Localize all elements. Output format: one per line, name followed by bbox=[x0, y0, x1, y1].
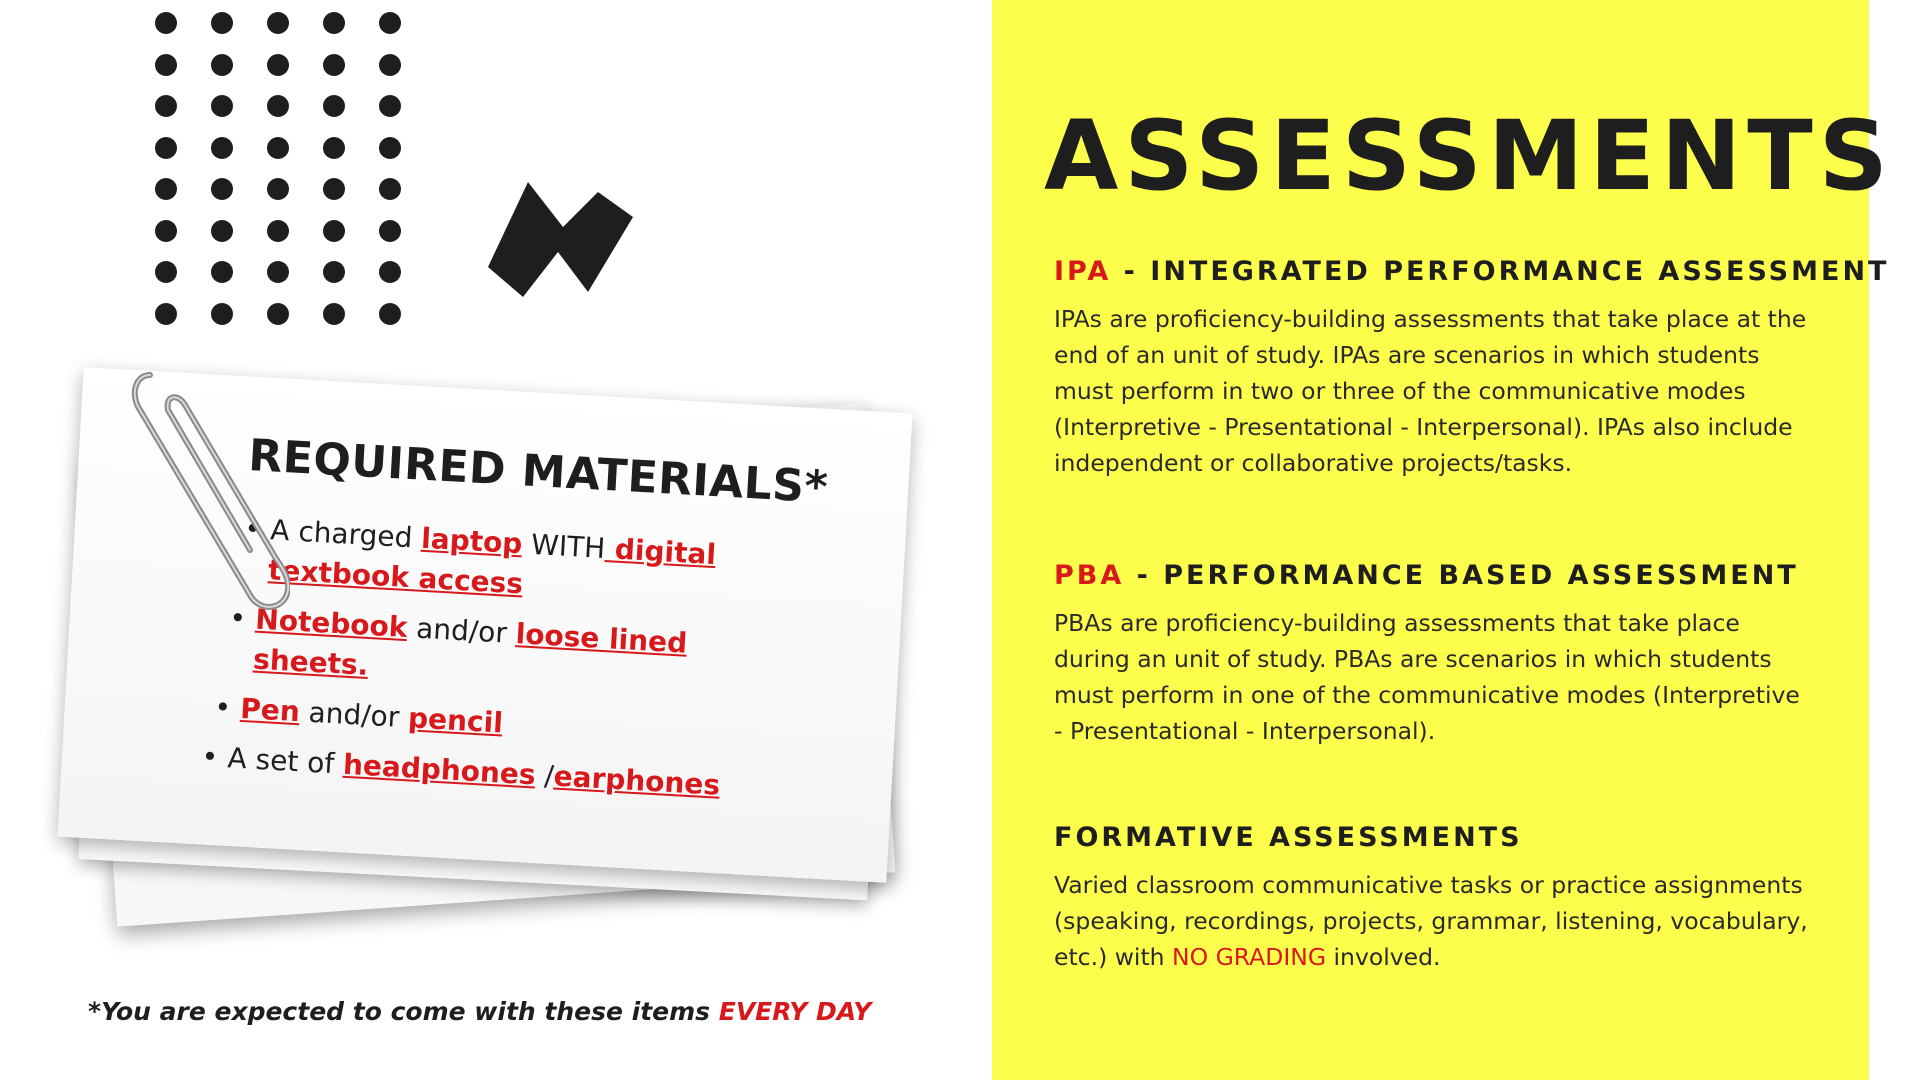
dot bbox=[323, 54, 345, 76]
dot bbox=[155, 12, 177, 34]
footnote-text: *You are expected to come with these items bbox=[88, 997, 719, 1026]
footnote-emphasis: EVERY DAY bbox=[718, 997, 872, 1026]
dot bbox=[211, 54, 233, 76]
item-text: and/or bbox=[406, 611, 517, 651]
formative-section bbox=[1054, 822, 1814, 975]
section-heading bbox=[1054, 822, 1814, 853]
dot bbox=[267, 178, 289, 200]
dot bbox=[379, 220, 401, 242]
no-grading-emphasis: NO GRADING bbox=[1172, 943, 1327, 971]
dot bbox=[267, 303, 289, 325]
pen-link[interactable]: Pen bbox=[239, 691, 301, 729]
dot bbox=[379, 12, 401, 34]
paperclip-icon bbox=[130, 365, 290, 615]
assessments-panel bbox=[992, 0, 1894, 1080]
notebook-link[interactable]: Notebook bbox=[254, 602, 409, 645]
section-title: FORMATIVE ASSESSMENTS bbox=[1054, 822, 1523, 853]
dot-grid-decoration bbox=[155, 12, 415, 342]
dot bbox=[379, 137, 401, 159]
bullet: • bbox=[243, 511, 262, 546]
dot bbox=[211, 220, 233, 242]
dot bbox=[323, 261, 345, 283]
dot bbox=[323, 12, 345, 34]
dot bbox=[155, 220, 177, 242]
bullet: • bbox=[200, 739, 220, 774]
section-body bbox=[1054, 867, 1814, 975]
dot bbox=[155, 303, 177, 325]
dot bbox=[267, 95, 289, 117]
item-text: / bbox=[534, 758, 555, 793]
body-text: involved. bbox=[1326, 943, 1441, 971]
bullet: • bbox=[228, 601, 247, 636]
laptop-link[interactable]: laptop bbox=[420, 521, 524, 561]
zigzag-bolt-icon bbox=[488, 182, 638, 297]
dot bbox=[323, 220, 345, 242]
dot bbox=[323, 137, 345, 159]
earphones-link[interactable]: earphones bbox=[552, 759, 721, 802]
body-text: Varied classroom communicative tasks or practice assignments (speaking, recordings, projects, grammar, listening, vocabulary, etc.) with bbox=[1054, 871, 1808, 971]
bullet: • bbox=[213, 690, 232, 725]
dot bbox=[211, 261, 233, 283]
dot bbox=[323, 303, 345, 325]
section-body: IPAs are proficiency-building assessments that take place at the end of an unit of study. IPAs are scenarios in which students must perform in two or three of the communicative modes (Interpretive - Presentational - Interpersonal). IPAs also include independent or collaborative projects/tasks. bbox=[1054, 305, 1807, 477]
dot bbox=[323, 178, 345, 200]
dot bbox=[323, 95, 345, 117]
dot bbox=[379, 178, 401, 200]
dot bbox=[379, 261, 401, 283]
page-title: ASSESSMENTS bbox=[1044, 100, 1894, 212]
dot bbox=[379, 95, 401, 117]
section-abbr: IPA bbox=[1054, 256, 1112, 287]
dot bbox=[267, 137, 289, 159]
dot bbox=[379, 303, 401, 325]
dot bbox=[211, 303, 233, 325]
pencil-link[interactable]: pencil bbox=[407, 701, 504, 740]
item-text: A set of bbox=[226, 741, 345, 781]
item-text: A charged bbox=[269, 513, 423, 555]
materials-title: REQUIRED MATERIALS* bbox=[247, 430, 830, 514]
section-heading bbox=[1054, 560, 1814, 591]
dot bbox=[267, 12, 289, 34]
section-heading bbox=[1054, 256, 1890, 287]
digital-textbook-link[interactable]: digital textbook access bbox=[267, 532, 717, 601]
dot bbox=[211, 137, 233, 159]
dot bbox=[155, 54, 177, 76]
section-body: PBAs are proficiency-building assessments that take place during an unit of study. PBAs are scenarios in which students must perform in one of the communicative modes (Interpretive - Presentational - Interpersonal). bbox=[1054, 609, 1800, 745]
footnote bbox=[88, 997, 871, 1026]
item-text: WITH bbox=[521, 527, 607, 565]
dot bbox=[211, 12, 233, 34]
dot bbox=[155, 178, 177, 200]
dot bbox=[267, 220, 289, 242]
ipa-section bbox=[1054, 256, 1890, 481]
pba-section bbox=[1054, 560, 1814, 749]
dot bbox=[211, 95, 233, 117]
loose-lined-sheets-link[interactable]: loose lined sheets. bbox=[252, 617, 689, 682]
dot bbox=[155, 95, 177, 117]
dot bbox=[155, 137, 177, 159]
dot bbox=[211, 178, 233, 200]
dot bbox=[379, 54, 401, 76]
materials-card-content bbox=[200, 430, 830, 820]
headphones-link[interactable]: headphones bbox=[342, 747, 537, 792]
materials-list bbox=[200, 509, 805, 810]
section-title: - PERFORMANCE BASED ASSESSMENT bbox=[1124, 560, 1799, 591]
item-text: and/or bbox=[298, 695, 410, 735]
section-title: - INTEGRATED PERFORMANCE ASSESSMENT bbox=[1111, 256, 1890, 287]
dot bbox=[155, 261, 177, 283]
dot bbox=[267, 54, 289, 76]
dot bbox=[267, 261, 289, 283]
section-abbr: PBA bbox=[1054, 560, 1125, 591]
